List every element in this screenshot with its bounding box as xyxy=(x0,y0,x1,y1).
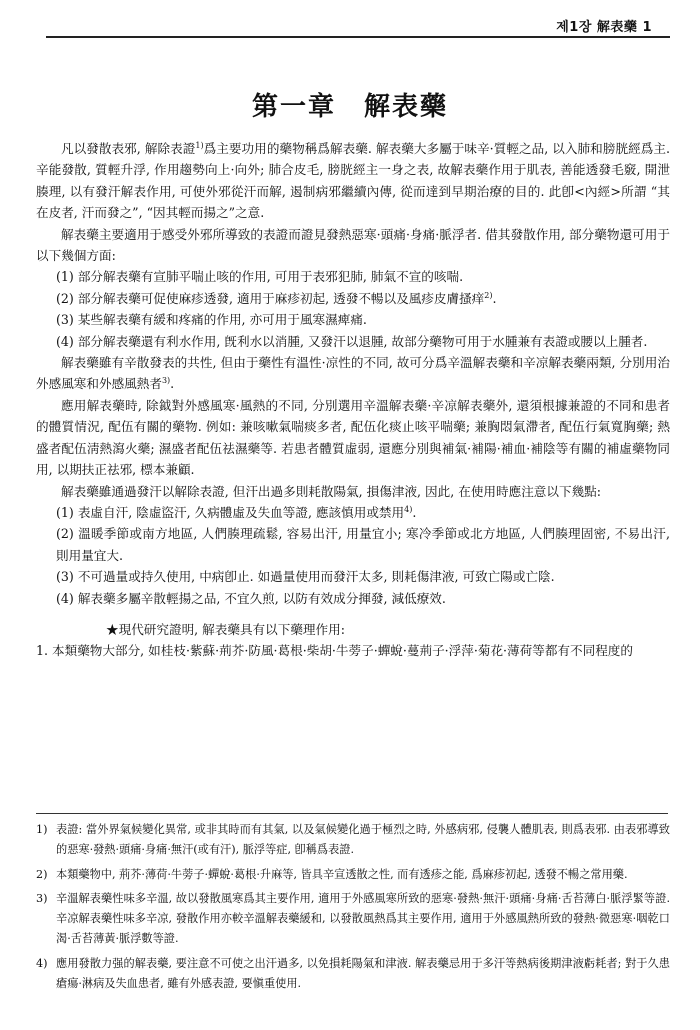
footnote-ref: 2) xyxy=(484,290,493,300)
footnotes xyxy=(36,820,670,998)
paragraph-classification xyxy=(36,352,670,395)
chapter-title: 第一章 解表藥 xyxy=(251,92,448,122)
list-item-text: (3) 不可過量或持久使用, 中病卽止. 如過量使用而發汗太多, 則耗傷津液, 可致亡陽或亡陰. xyxy=(56,569,555,585)
paragraph-indications: 解表藥主要適用于感受外邪所導致的表證而證見發熱惡寒·頭痛·身痛·脈浮者. 借其發散作用, 部分藥物還可用于以下幾個方面: xyxy=(36,226,670,264)
paragraph-text: 凡以發散表邪, 解除表證 xyxy=(61,141,196,156)
footnote-text: 表證: 當外界氣候變化異常, 或非其時而有其氣, 以及氣候變化過于極烈之時, 外感病邪, 侵襲人體肌表, 則爲表邪. 由表邪導致的惡寒·發熱·頭痛·身痛·無汗(或有汗), 脈浮等症, 卽稱爲表證. xyxy=(56,823,670,856)
list-item xyxy=(36,566,670,587)
paragraph-text: 解表藥雖有辛散發表的共性, 但由于藥性有溫性·凉性的不同, 故可分爲辛溫解表藥和辛凉解表藥兩類, 分別用治外感風寒和外感風熱者 xyxy=(36,355,670,392)
list-item xyxy=(36,588,670,609)
body-text xyxy=(36,138,670,662)
footnote-rule xyxy=(36,813,668,814)
list-item xyxy=(36,309,670,330)
list-item-text: (2) 部分解表藥可促使麻疹透發, 適用于麻疹初起, 透發不暢以及風疹皮膚搔痒 xyxy=(56,290,485,306)
research-item: 1. 本類藥物大部分, 如桂枝·紫蘇·荊芥·防風·葛根·柴胡·牛蒡子·蟬蛻·蔓荊子·浮萍·菊花·薄荷等都有不同程度的 xyxy=(36,643,633,659)
running-header: 제1장 解表藥 1 xyxy=(556,20,652,35)
paragraph-text: 爲主要功用的藥物稱爲解表藥. 解表藥大多屬于味辛·質輕之品, 以入肺和膀胱經爲主. 辛能發散, 質輕升浮, 作用趨勢向上·向外; 肺合皮毛, 膀胱經主一身之表, 故解表藥作用于肌表, 善能透發毛竅, 開泄腠理, 以有發汗解表作用, 可使外邪從汗而解, 遏制病邪繼續內傳, 從而達到早期治療的目的. 此卽<內經>所謂 “其在皮者, 汗而發之”, “因其輕而揚之”之意. xyxy=(36,141,670,221)
footnote-ref: 1) xyxy=(195,140,204,150)
list-item xyxy=(36,331,670,352)
footnote-ref: 3) xyxy=(161,376,171,386)
list-item-text: (4) 部分解表藥還有利水作用, 旣利水以消腫, 又發汗以退腫, 故部分藥物可用于水腫兼有表證或腰以上腫者. xyxy=(56,333,648,349)
paragraph-cautions: 解表藥雖通過發汗以解除表證, 但汗出過多則耗散陽氣, 損傷津液, 因此, 在使用時應注意以下幾點: xyxy=(61,483,602,499)
paragraph-text: . xyxy=(170,376,175,392)
list-item xyxy=(36,288,670,309)
footnote xyxy=(36,954,670,994)
footnote xyxy=(36,865,670,885)
footnote xyxy=(36,889,670,948)
list-item-text: . xyxy=(492,290,497,306)
paragraph-intro xyxy=(36,138,670,224)
footnote-number: 2) xyxy=(36,867,48,881)
list-item-text: (1) 部分解表藥有宣肺平喘止咳的作用, 可用于表邪犯肺, 肺氣不宣的咳喘. xyxy=(56,269,464,285)
list-item-text: (2) 溫暖季節或南方地區, 人們腠理疏鬆, 容易出汗, 用量宜小; 寒冷季節或北方地區, 人們腠理固密, 不易出汗, 則用量宜大. xyxy=(56,526,670,563)
footnote-ref: 4) xyxy=(404,504,413,514)
footnote-text: 辛溫解表藥性味多辛溫, 故以發散風寒爲其主要作用, 適用于外感風寒所致的惡寒·發熱·無汗·頭痛·身痛·舌苔薄白·脈浮緊等證. 辛凉解表藥性味多辛凉, 發散作用亦較辛溫解表藥緩和, 以發散風熱爲其主要作用, 適用于外感風熱所致的發熱·微惡寒·咽乾口渴·舌苔薄黃·脈浮數等證. xyxy=(56,892,670,945)
list-item-text: (1) 表虛自汗, 陰虛盜汗, 久病體虛及失血等證, 應該慎用或禁用 xyxy=(56,504,405,520)
footnote-text: 本類藥物中, 荊芥·薄荷·牛蒡子·蟬蛻·葛根·升麻等, 皆具辛宣透散之性, 而有透疹之能, 爲麻疹初起, 透發不暢之常用藥. xyxy=(56,867,628,881)
list-item xyxy=(36,523,670,566)
footnote xyxy=(36,820,670,860)
paragraph-application: 應用解表藥時, 除鉞對外感風寒·風熱的不同, 分別選用辛溫解表藥·辛凉解表藥外, 還須根據兼證的不同和患者的體質情況, 配伍有關的藥物. 例如: 兼咳嗽氣喘痰多者, 配伍化痰止咳平喘藥; 兼胸悶氣滯者, 配伍行氣寬胸藥; 熱盛者配伍淸熱瀉火藥; 濕盛者配伍祛濕藥等. 若患者體質虛弱, 還應分別與補氣·補陽·補血·補陰等有關的補虛藥物同用, 以期扶正祛邪, 標本兼顧. xyxy=(36,397,670,478)
research-note: ★現代研究證明, 解表藥具有以下藥理作用: xyxy=(106,621,345,637)
footnote-number: 1) xyxy=(36,823,48,836)
footnote-number: 4) xyxy=(36,956,48,970)
header-rule xyxy=(46,36,670,38)
footnote-text: 應用發散力强的解表藥, 要注意不可使之出汗過多, 以免損耗陽氣和津液. 解表藥忌用于多汗等熱病後期津液虧耗者; 對于久患瘡瘍·淋病及失血患者, 雖有外感表證, 要愼重使用. xyxy=(56,956,670,990)
list-item-text: (4) 解表藥多屬辛散輕揚之品, 不宜久煎, 以防有效成分揮發, 減低療效. xyxy=(56,590,446,606)
list-item xyxy=(36,266,670,287)
list-item xyxy=(36,502,670,523)
footnote-number: 3) xyxy=(36,892,48,906)
list-item-text: (3) 某些解表藥有緩和疼痛的作用, 亦可用于風寒濕痺痛. xyxy=(56,312,367,328)
list-item-text: . xyxy=(412,504,417,520)
